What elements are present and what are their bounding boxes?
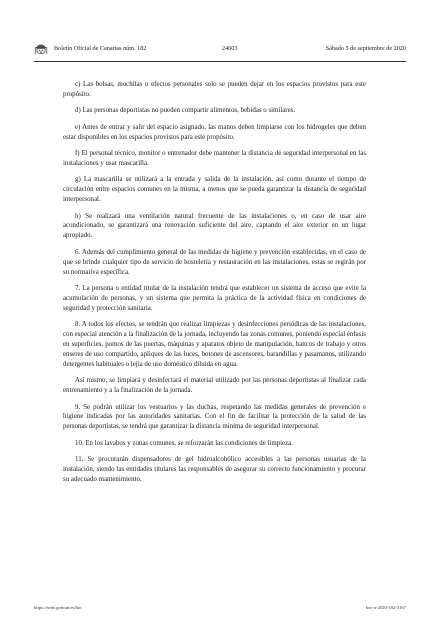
document-body — [63, 80, 366, 485]
header-divider — [34, 61, 406, 62]
journal-title: Boletín Oficial de Canarias núm. 182 — [54, 45, 147, 52]
paragraph-g: g) La mascarilla se utilizará a la entrada y salida de la instalación, así como durante el tiempo de circulación entre espacios comunes en la misma, a menos que se pueda garantizar la distancia de seguridad interpersonal. — [63, 176, 366, 204]
page-number: 24603 — [222, 45, 238, 52]
paragraph-c: c) Las bolsas, mochilas o efectos personales solo se pueden dejar en los espacios provistos para este propósito. — [63, 81, 366, 98]
document-id: boc-a-2020-182-3167 — [365, 605, 406, 610]
paragraph-10: 10. En los lavabos y zonas comunes, se reforzarán las condiciones de limpieza. — [75, 439, 293, 447]
paragraph-6: 6. Además del cumplimiento general de las medidas de higiene y prevención establecidas, en el caso de que se brinde cualquier tipo de servicio de hostelería y restauración en las instalaciones, estas se regirán por su normativa específica. — [63, 248, 366, 276]
paragraph-e: e) Antes de entrar y salir del espacio asignado, las manos deben limpiarse con los hidrogeles que deben estar disponibles en los espacios provistos para este propósito. — [63, 123, 366, 141]
page-header — [34, 41, 406, 57]
paragraph-d: d) Las personas deportistas no pueden compartir alimentos, bebidas o similares. — [75, 107, 296, 115]
paragraph-h: h) Se realizará una ventilación natural frecuente de las instalaciones o, en caso de usar aire acondicionado, se garantizará una renovación suficiente del aire, captando el aire exterior en un lugar apropiado. — [63, 212, 366, 240]
publication-date: Sábado 5 de septiembre de 2020 — [325, 45, 406, 52]
paragraph-11: 11. Se procurarán dispensadores de gel hidroalcohólico accesibles a las personas usuarias de la instalación, siendo las entidades titulares las responsables de asegurar su correcto funcionamiento y procurar su adecuado mantenimiento. — [63, 456, 366, 483]
paragraph-7: 7. La persona o entidad titular de la instalación tendrá que establecer un sistema de acceso que evite la acumulación de personas, y un sistema que permita la práctica de la actividad física en condiciones de seguridad y protección sanitaria. — [63, 285, 366, 312]
paragraph-8-continued: Así mismo, se limpiará y desinfectará el material utilizado por las personas deportistas al finalizar cada entrenamiento y a la finalización de la jornada. — [63, 377, 366, 395]
paragraph-9: 9. Se podrán utilizar los vestuarios y las duchas, respetando las medidas generales de prevención e higiene indicadas por las autoridades sanitarias. Con el fin de facilitar la protección de la salud de las personas deportistas, se tendrá que garantizar la distancia mínima de seguridad interpersonal. — [63, 403, 366, 431]
footer-url-link[interactable]: https://sede.gobcan.es/boc — [34, 605, 83, 610]
paragraph-8: 8. A todos los efectos, se tendrán que realizar limpiezas y desinfecciones periódicas de las instalaciones, con especial atención a la finalización de la jornada, incluyendo las zonas comunes, poniendo especial énfasis en superficies, pomos de las puertas, máquinas y aparatos objeto de manipulación, bancos de trabajo y otros enseres de uso compartido, apliques de las luces, botones de ascensores, barandillas y pasamanos, utilizando detergentes habituales o lejía de uso doméstico diluida en agua. — [63, 321, 366, 368]
page-footer — [34, 604, 406, 612]
coat-of-arms-icon — [34, 42, 48, 56]
paragraph-f: f) El personal técnico, monitor o entrenador debe mantener la distancia de seguridad interpersonal en las instalaciones y usar mascarilla. — [63, 150, 366, 167]
